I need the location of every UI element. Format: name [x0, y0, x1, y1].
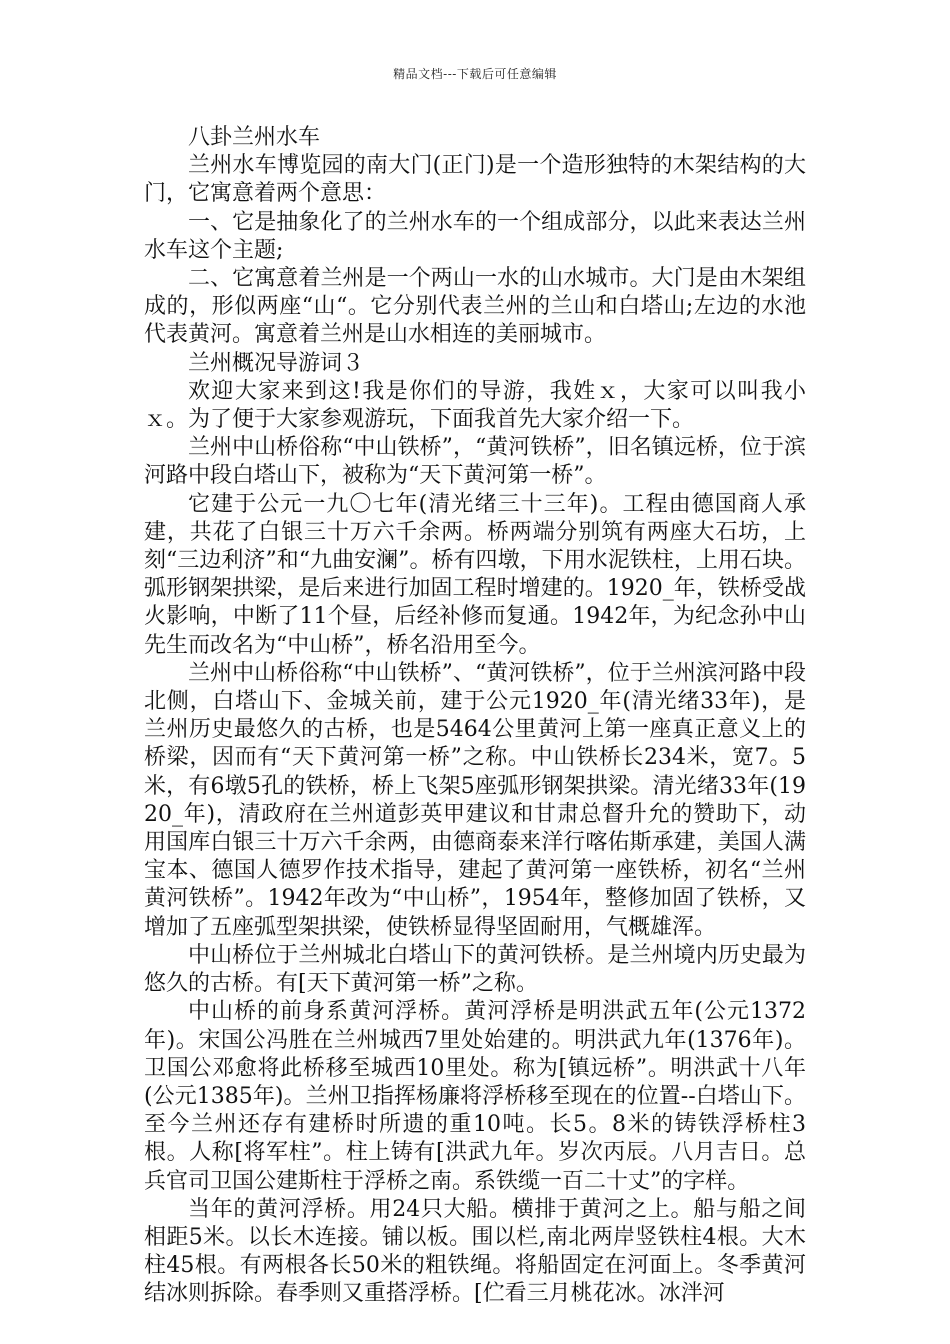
section-title-waterwheel: 八卦兰州水车 [188, 125, 321, 150]
page-header: 精品文档---下载后可任意编辑 [393, 67, 557, 81]
paragraph: 兰州中山桥俗称“中山铁桥”，“黄河铁桥”，旧名镇远桥，位于滨河路中段白塔山下，被称为“天下黄河第一桥”。 [144, 435, 806, 489]
paragraph: 欢迎大家来到这!我是你们的导游，我姓ｘ，大家可以叫我小ｘ。为了便于大家参观游玩，下面我首先大家介绍一下。 [144, 378, 806, 433]
paragraph: 兰州中山桥俗称“中山铁桥”、“黄河铁桥”，位于兰州滨河路中段北侧，白塔山下、金城关前，建于公元1920_年(清光绪33年)，是兰州历史最悠久的古桥，也是5464公里黄河上第一座真正意义上的桥梁，因而有“天下黄河第一桥”之称。中山铁桥长234米，宽7。5米，有6墩5孔的铁桥，桥上飞架5座弧形钢架拱梁。清光绪33年(1920_年)，清政府在兰州道彭英甲建议和甘肃总督升允的赞助下，动用国库白银三十万六千余两，由德商泰来洋行喀佑斯承建，美国人满宝本、德国人德罗作技术指导，建起了黄河第一座铁桥，初名“兰州黄河铁桥”。1942年改为“中山桥”，1954年，整修加固了铁桥，又增加了五座弧型架拱梁，使铁桥显得坚固耐用，气概雄浑。 [144, 660, 806, 940]
paragraph: 当年的黄河浮桥。用24只大船。横排于黄河之上。船与船之间相距5米。以长木连接。铺以板。围以栏,南北两岸竖铁柱4根。大木柱45根。有两根各长50米的粗铁绳。将船固定在河面上。冬季黄河结冰则拆除。春季则又重搭浮桥。[伫看三月桃花冰。冰泮河 [144, 1196, 806, 1307]
document-body [144, 124, 806, 1309]
paragraph: 二、它寓意着兰州是一个两山一水的山水城市。大门是由木架组成的，形似两座“山“。它分别代表兰州的兰山和白塔山;左边的水池代表黄河。寓意着兰州是山水相连的美丽城市。 [144, 266, 806, 348]
paragraph: 它建于公元一九〇七年(清光绪三十三年)。工程由德国商人承建，共花了白银三十万六千余两。桥两端分别筑有两座大石坊，上刻“三边利济”和“九曲安澜”。桥有四墩，下用水泥铁柱，上用石块。弧形钢架拱梁，是后来进行加固工程时增建的。1920_年，铁桥受战火影响，中断了11个昼，后经补修而复通。1942年，为纪念孙中山先生而改名为“中山桥”，桥名沿用至今。 [144, 491, 806, 658]
paragraph: 中山桥位于兰州城北白塔山下的黄河铁桥。是兰州境内历史最为悠久的古桥。有[天下黄河第一桥”之称。 [144, 942, 806, 997]
paragraph: 兰州水车博览园的南大门(正门)是一个造形独特的木架结构的大门，它寓意着两个意思： [144, 153, 806, 207]
paragraph: 一、它是抽象化了的兰州水车的一个组成部分，以此来表达兰州水车这个主题; [144, 209, 806, 263]
paragraph: 中山桥的前身系黄河浮桥。黄河浮桥是明洪武五年(公元1372年)。宋国公冯胜在兰州城西7里处始建的。明洪武九年(1376年)。卫国公邓愈将此桥移至城西10里处。称为[镇远桥”。明洪武十八年(公元1385年)。兰州卫指挥杨廉将浮桥移至现在的位置--白塔山下。至今兰州还存有建桥时所遗的重10吨。长5。8米的铸铁浮桥柱3根。人称[将军柱”。柱上铸有[洪武九年。岁次丙辰。八月吉日。总兵官司卫国公建斯柱于浮桥之南。系铁缆一百二十丈”的字样。 [144, 999, 806, 1194]
section-title-lanzhou-guide: 兰州概况导游词３ [188, 350, 365, 376]
